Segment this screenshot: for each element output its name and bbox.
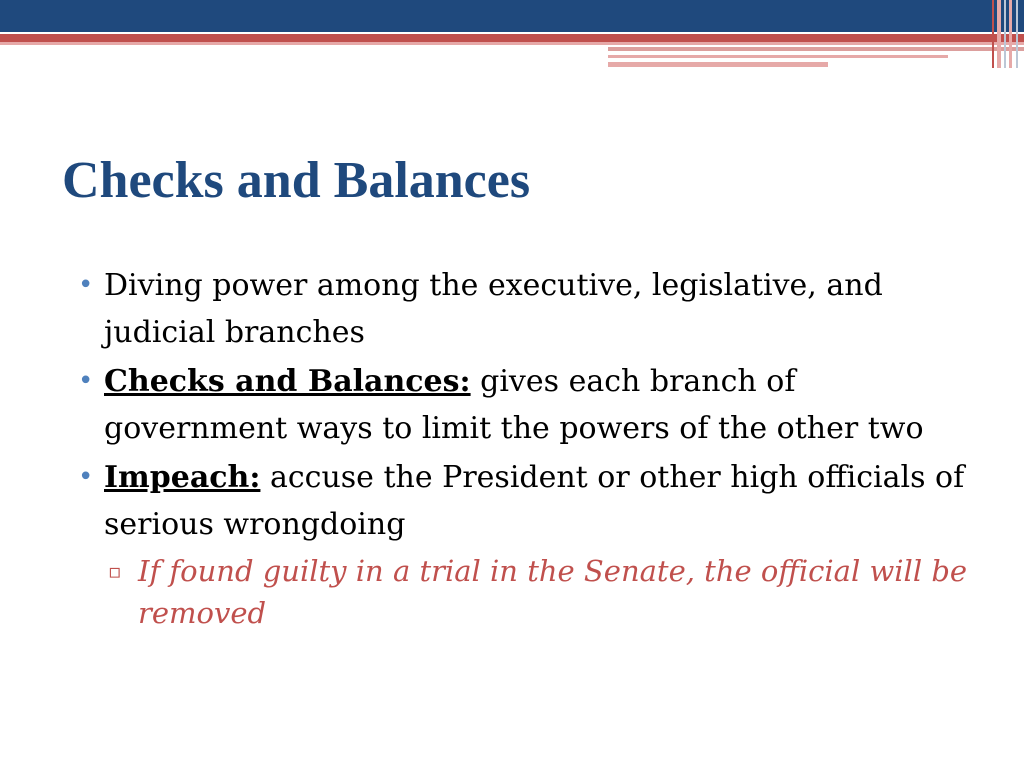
header-stripe xyxy=(608,47,1024,51)
header-stripe xyxy=(608,55,948,58)
bullet-term: Checks and Balances: xyxy=(104,364,471,399)
header-vertical-line xyxy=(1009,0,1012,68)
sub-bullet-marker: ▫ xyxy=(108,559,122,583)
slide-title: Checks and Balances xyxy=(62,152,531,209)
header-stripe xyxy=(0,34,1024,42)
bullet-marker: • xyxy=(78,270,94,300)
bullet-item xyxy=(78,262,968,356)
sub-bullet-text: If found guilty in a trial in the Senate, the official will be removed xyxy=(138,554,968,630)
bullet-text: accuse the President or other high officials of serious wrongdoing xyxy=(104,460,965,542)
bullet-item xyxy=(78,454,968,548)
bullet-term: Impeach: xyxy=(104,460,261,495)
header-bar xyxy=(0,0,1024,32)
bullet-marker: • xyxy=(78,366,94,396)
header-vertical-line xyxy=(992,0,994,68)
bullet-text: Diving power among the executive, legislative, and judicial branches xyxy=(104,268,883,350)
bullet-item xyxy=(78,358,968,452)
header-vertical-line xyxy=(1004,0,1006,68)
bullet-text: gives each branch of government ways to limit the powers of the other two xyxy=(104,364,924,446)
header-vertical-line xyxy=(1016,0,1018,68)
header-stripe xyxy=(608,62,828,67)
slide-content xyxy=(78,262,968,634)
header-stripe xyxy=(0,42,1024,45)
header-vertical-line xyxy=(997,0,1001,68)
bullet-marker: • xyxy=(78,462,94,492)
sub-bullet-item xyxy=(108,550,968,634)
